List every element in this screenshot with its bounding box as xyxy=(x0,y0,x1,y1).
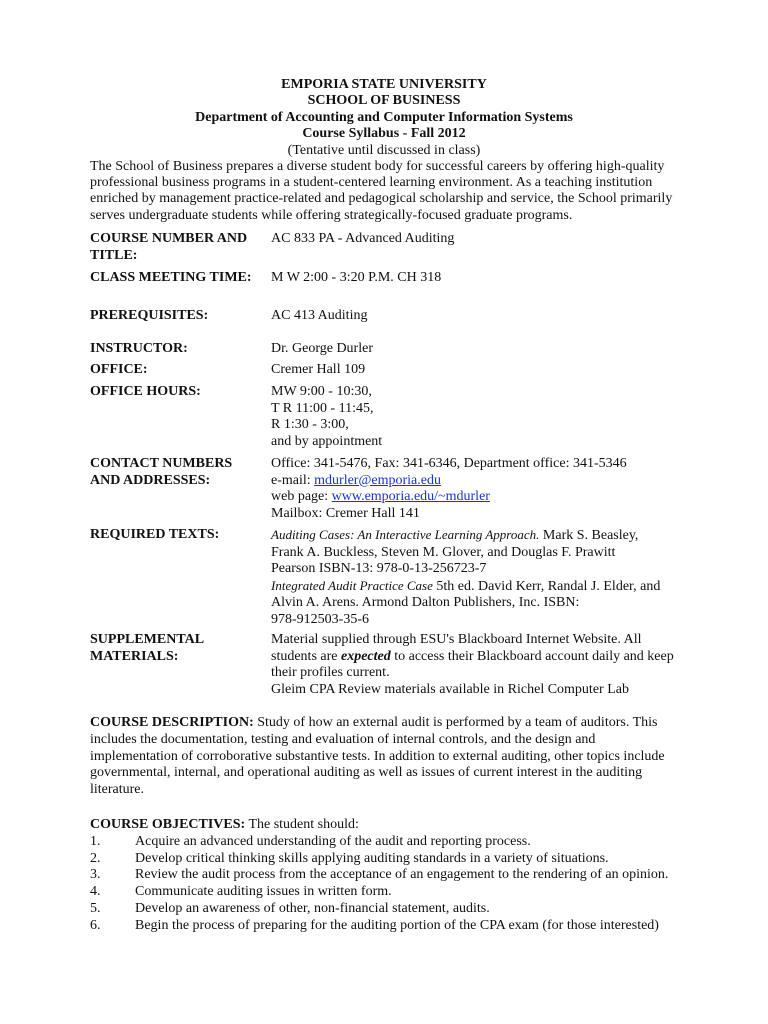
supplemental-line2 xyxy=(271,649,691,666)
email-line xyxy=(271,473,691,490)
list-item-number: 4. xyxy=(90,884,101,900)
supplemental-line4: Gleim CPA Review materials available in Richel Computer Lab xyxy=(271,681,629,697)
office-hours-line: T R 11:00 - 11:45, xyxy=(271,400,374,416)
office-hours-line: R 1:30 - 3:00, xyxy=(271,417,349,433)
office-hours-line: and by appointment xyxy=(271,433,383,449)
list-item xyxy=(90,851,690,868)
tentative-note: (Tentative until discussed in class) xyxy=(287,142,481,158)
description-label: COURSE DESCRIPTION: xyxy=(90,715,254,730)
prereq-label: PREREQUISITES: xyxy=(90,308,209,323)
instructor-value: Dr. George Durler xyxy=(271,341,373,356)
mission-statement: The School of Business prepares a diverse student body for successful careers by offering high-quality professional business programs in a student-centered learning environment. As a teaching institution enriched by management practice-related and pedagogical scholarship and service, the School primarily serves undergraduate students while offering strategically-focused graduate programs. xyxy=(90,159,673,223)
supplemental-line1: Material supplied through ESU's Blackboard Internet Website. All xyxy=(271,632,642,647)
book2-line1 xyxy=(271,578,691,596)
supplemental-line2-post: to access their Blackboard account daily and keep xyxy=(390,648,674,664)
supplemental-label: SUPPLEMENTAL MATERIALS: xyxy=(90,632,204,664)
university-name: EMPORIA STATE UNIVERSITY xyxy=(281,77,487,92)
list-item-number: 3. xyxy=(90,867,101,883)
list-item xyxy=(90,834,690,851)
contact-value xyxy=(271,456,691,522)
supplemental-line3: their profiles current. xyxy=(271,665,390,681)
book1-line1 xyxy=(271,527,691,545)
list-item xyxy=(90,884,690,901)
book1-isbn: Pearson ISBN-13: 978-0-13-256723-7 xyxy=(271,561,487,577)
web-line xyxy=(271,489,691,506)
list-item-number: 1. xyxy=(90,833,101,849)
supplemental-emphasis: expected xyxy=(340,648,391,664)
meeting-label: CLASS MEETING TIME: xyxy=(90,270,252,285)
book2-isbn: 978-912503-35-6 xyxy=(271,611,369,627)
description-text: Study of how an external audit is performed by a team of auditors. This includes the documentation, testing and evaluation of internal controls, and the design and implementation of corroborative substantive tests. In addition to external auditing, other topics include governmental, internal, and operational auditing as well as issues of current interest in the auditing literature. xyxy=(90,715,665,798)
phone-numbers: Office: 341-5476, Fax: 341-6346, Department office: 341-5346 xyxy=(271,456,627,471)
book1-authors-b: Frank A. Buckless, Steven M. Glover, and Douglas F. Prawitt xyxy=(271,544,616,560)
office-label: OFFICE: xyxy=(90,362,148,377)
book2-rest-a: 5th ed. David Kerr, Randal J. Elder, and xyxy=(432,578,661,594)
meeting-value: M W 2:00 - 3:20 P.M. CH 318 xyxy=(271,270,442,285)
list-item-text: Develop critical thinking skills applying auditing standards in a variety of situations. xyxy=(135,850,609,866)
mailbox-line: Mailbox: Cremer Hall 141 xyxy=(271,505,420,521)
contact-label: CONTACT NUMBERS AND ADDRESSES: xyxy=(90,456,233,488)
book2-title: Integrated Audit Practice Case xyxy=(271,577,433,593)
syllabus-title: Course Syllabus - Fall 2012 xyxy=(302,126,466,142)
list-item-text: Acquire an advanced understanding of the audit and reporting process. xyxy=(135,833,531,849)
course-label: COURSE NUMBER AND TITLE: xyxy=(90,231,248,263)
office-hours-label: OFFICE HOURS: xyxy=(90,384,201,399)
list-item-text: Begin the process of preparing for the auditing portion of the CPA exam (for those interested) xyxy=(135,917,659,933)
prereq-value: AC 413 Auditing xyxy=(271,308,368,323)
list-item xyxy=(90,918,690,935)
instructor-label: INSTRUCTOR: xyxy=(90,341,188,356)
web-link[interactable]: www.emporia.edu/~mdurler xyxy=(331,489,490,505)
email-prefix: e-mail: xyxy=(271,472,315,488)
book1-authors-a: Mark S. Beasley, xyxy=(539,528,639,543)
book1-title: Auditing Cases: An Interactive Learning Approach. xyxy=(271,527,540,542)
course-value: AC 833 PA - Advanced Auditing xyxy=(271,231,455,246)
supplemental-line2-pre: students are xyxy=(271,648,341,664)
list-item xyxy=(90,901,690,918)
list-item-text: Communicate auditing issues in written form. xyxy=(135,884,392,900)
list-item-text: Develop an awareness of other, non-financial statement, audits. xyxy=(135,900,490,916)
office-hours-value xyxy=(271,384,691,450)
course-objectives xyxy=(90,817,690,935)
list-item xyxy=(90,867,690,884)
supplemental-value xyxy=(271,632,691,698)
objectives-label: COURSE OBJECTIVES: xyxy=(90,817,246,832)
required-texts-label: REQUIRED TEXTS: xyxy=(90,527,220,542)
office-value: Cremer Hall 109 xyxy=(271,362,366,377)
document-header xyxy=(0,77,768,159)
required-texts-value xyxy=(271,527,691,629)
course-description xyxy=(90,715,670,799)
email-link[interactable]: mdurler@emporia.edu xyxy=(314,472,441,488)
list-item-text: Review the audit process from the acceptance of an engagement to the rendering of an opinion. xyxy=(135,867,669,883)
office-hours-line: MW 9:00 - 10:30, xyxy=(271,384,372,399)
objectives-intro: The student should: xyxy=(245,817,359,832)
list-item-number: 6. xyxy=(90,917,101,933)
list-item-number: 2. xyxy=(90,850,101,866)
school-name: SCHOOL OF BUSINESS xyxy=(307,93,461,109)
objectives-heading xyxy=(90,817,690,834)
book2-rest-b: Alvin A. Arens. Armond Dalton Publishers, Inc. ISBN: xyxy=(271,595,580,611)
web-prefix: web page: xyxy=(271,489,332,505)
department-name: Department of Accounting and Computer Information Systems xyxy=(195,109,573,125)
list-item-number: 5. xyxy=(90,900,101,916)
